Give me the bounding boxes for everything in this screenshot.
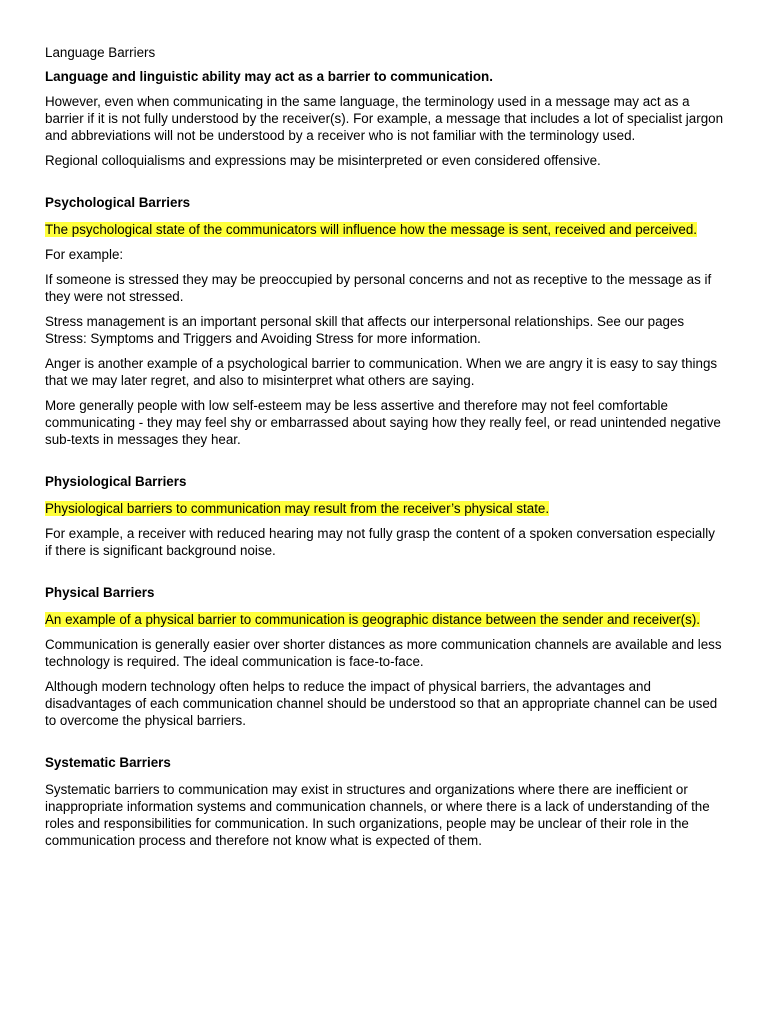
paragraph: Communication is generally easier over shorter distances as more communication channels are available and less technology is required. The ideal communication is face-to-face. — [45, 637, 722, 669]
paragraph: Regional colloquialisms and expressions may be misinterpreted or even considered offensive. — [45, 153, 601, 168]
highlighted-paragraph — [45, 221, 724, 238]
section-physical-barriers — [45, 584, 724, 729]
paragraph: Anger is another example of a psychological barrier to communication. When we are angry it is easy to say things that we may later regret, and also to misinterpret what others are saying. — [45, 356, 718, 388]
section-heading: Physical Barriers — [45, 585, 155, 600]
paragraph: However, even when communicating in the same language, the terminology used in a message may act as a barrier if it is not fully understood by the receiver(s). For example, a message that includes a lot of specialist jargon and abbreviations will not be understood by a receiver who is not familiar with the terminology used. — [45, 94, 724, 143]
section-language-barriers — [45, 44, 724, 169]
section-heading: Systematic Barriers — [45, 755, 171, 770]
section-psychological-barriers — [45, 194, 724, 448]
section-physiological-barriers — [45, 473, 724, 559]
section-systematic-barriers — [45, 754, 724, 849]
highlighted-paragraph — [45, 500, 724, 517]
section-title: Language Barriers — [45, 45, 156, 60]
highlighted-text: An example of a physical barrier to communication is geographic distance between the sender and receiver(s). — [45, 612, 700, 627]
paragraph: More generally people with low self-esteem may be less assertive and therefore may not feel comfortable communicating - they may feel shy or embarrassed about saying how they really feel, or read unintended negative sub-texts in messages they hear. — [45, 398, 721, 447]
highlighted-text: Physiological barriers to communication may result from the receiver’s physical state. — [45, 501, 550, 516]
highlighted-paragraph — [45, 611, 724, 628]
section-heading: Physiological Barriers — [45, 474, 187, 489]
paragraph: Although modern technology often helps to reduce the impact of physical barriers, the advantages and disadvantages of each communication channel should be understood so that an appropriate channel can be used to overcome the physical barriers. — [45, 679, 718, 728]
paragraph: For example, a receiver with reduced hearing may not fully grasp the content of a spoken conversation especially if there is significant background noise. — [45, 526, 715, 558]
lead-sentence: Language and linguistic ability may act as a barrier to communication. — [45, 69, 493, 84]
section-heading: Psychological Barriers — [45, 195, 191, 210]
highlighted-text: The psychological state of the communicators will influence how the message is sent, received and perceived. — [45, 222, 698, 237]
paragraph: If someone is stressed they may be preoccupied by personal concerns and not as receptive to the message as if they were not stressed. — [45, 272, 712, 304]
paragraph: For example: — [45, 247, 124, 262]
paragraph: Stress management is an important personal skill that affects our interpersonal relationships. See our pages Stress: Symptoms and Triggers and Avoiding Stress for more information. — [45, 314, 685, 346]
paragraph: Systematic barriers to communication may exist in structures and organizations where there are inefficient or inappropriate information systems and communication channels, or where there is a lack of understanding of the roles and responsibilities for communication. In such organizations, people may be unclear of their role in the communication process and therefore not know what is expected of them. — [45, 782, 710, 848]
